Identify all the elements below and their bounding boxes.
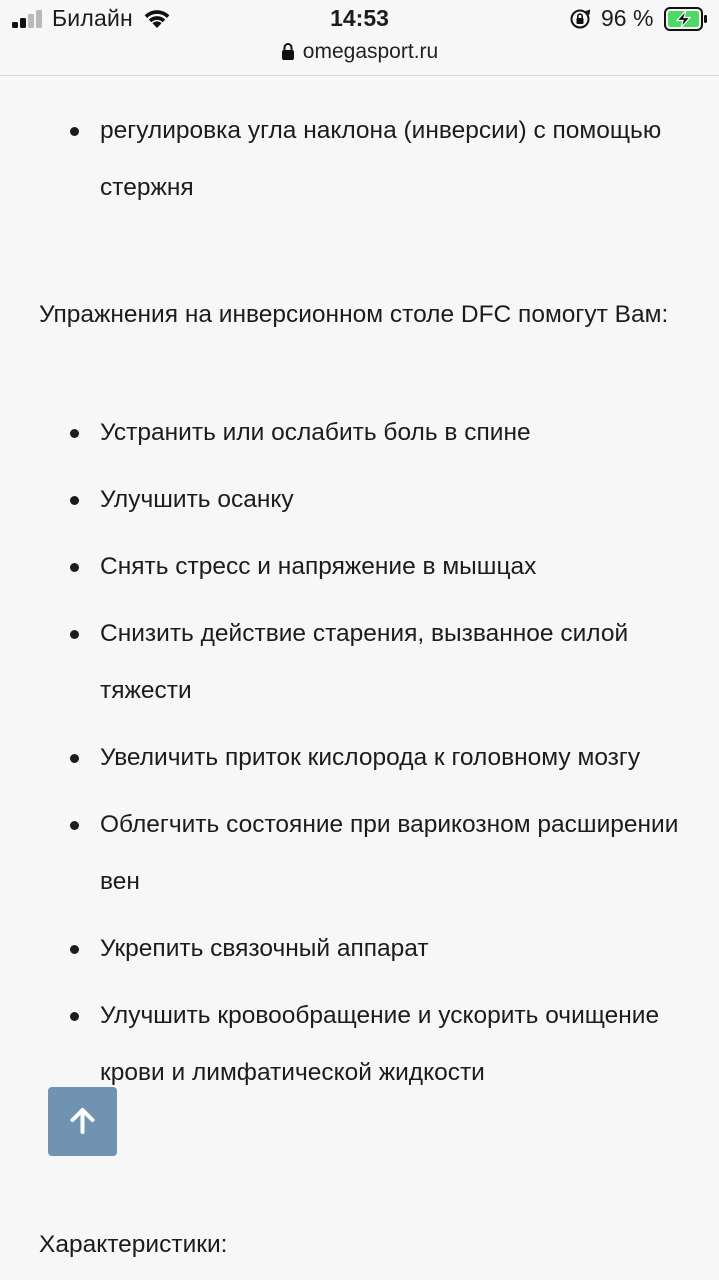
battery-charging-icon [664,7,708,31]
lock-icon [281,42,295,61]
benefits-intro: Упражнения на инверсионном столе DFC помогут Вам: [39,301,669,328]
orientation-lock-icon [569,8,591,30]
features-list [0,102,719,226]
arrow-up-icon [69,1107,96,1134]
list-item: Снизить действие старения, вызванное силой тяжести [0,605,719,719]
clipped-text-line [100,76,107,80]
battery-percentage: 96 % [601,5,654,31]
list-item: Снять стресс и напряжение в мышцах [0,538,719,595]
list-item: Укрепить связочный аппарат [0,920,719,977]
address-bar-content[interactable] [0,40,719,64]
specs-heading: Характеристики: [39,1231,228,1258]
address-bar[interactable] [0,40,719,76]
list-item: Улучшить кровообращение и ускорить очищение крови и лимфатической жидкости [0,987,719,1101]
list-item: Увеличить приток кислорода к головному мозгу [0,729,719,786]
benefits-list [0,404,719,1111]
status-bar [0,0,719,40]
url-domain: omegasport.ru [302,40,439,63]
list-item: регулировка угла наклона (инверсии) с помощью стержня [0,102,719,216]
status-time: 14:53 [330,5,389,31]
list-item: Улучшить осанку [0,471,719,528]
list-item: Облегчить состояние при варикозном расширении вен [0,796,719,910]
scroll-to-top-button[interactable] [48,1087,117,1156]
carrier-name: Билайн [52,5,133,31]
list-item: Устранить или ослабить боль в спине [0,404,719,461]
